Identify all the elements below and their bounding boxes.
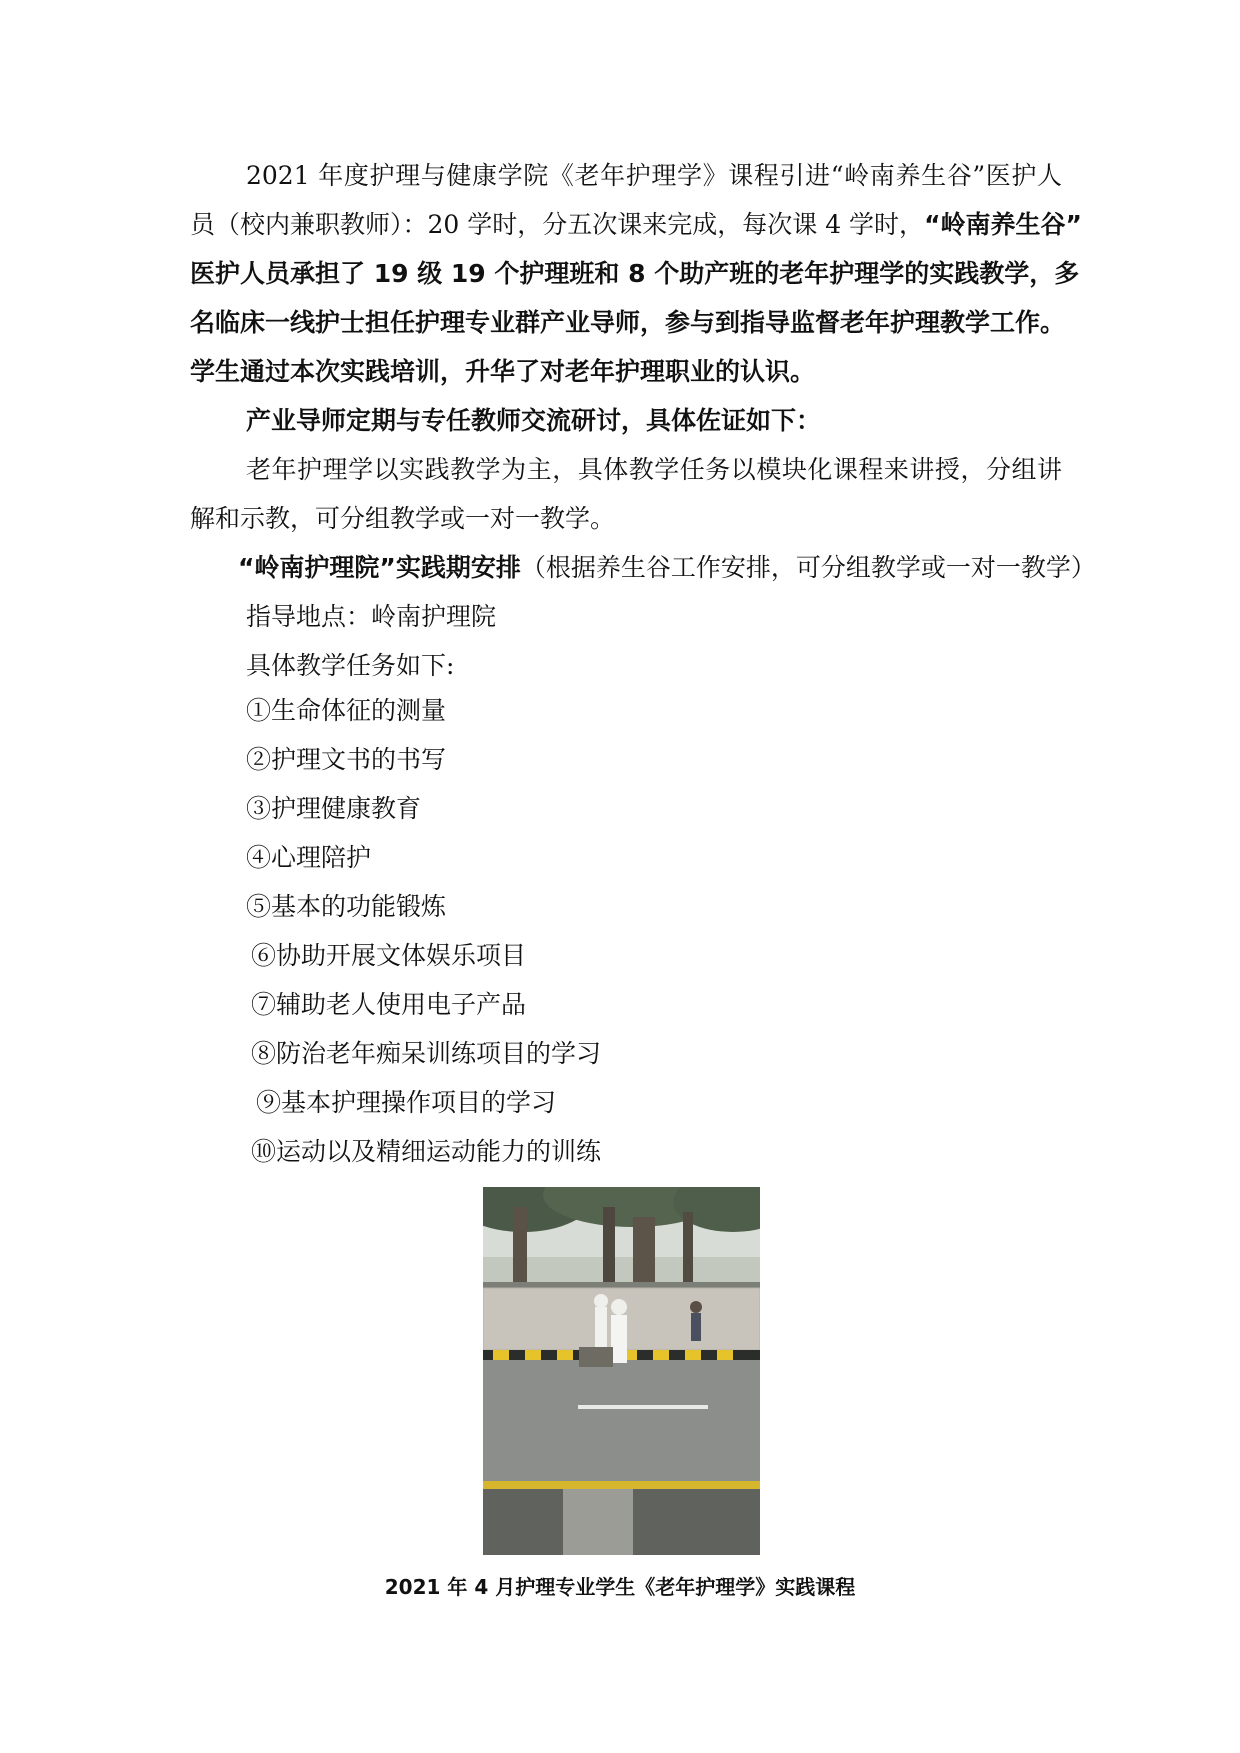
- task-item: ②护理文书的书写: [246, 745, 447, 774]
- paragraph-1-line-3: 医护人员承担了 19 级 19 个护理班和 8 个助产班的老年护理学的实践教学，多: [190, 259, 1080, 288]
- task-item: ⑤基本的功能锻炼: [246, 892, 447, 921]
- task-item: ⑩运动以及精细运动能力的训练: [251, 1137, 602, 1166]
- task-item: ⑦辅助老人使用电子产品: [251, 990, 527, 1019]
- task-item: ①生命体征的测量: [246, 696, 447, 725]
- paragraph-1-line-2: [190, 200, 1082, 249]
- paragraph-1-line-5: 学生通过本次实践培训，升华了对老年护理职业的认识。: [190, 357, 816, 386]
- paragraph-1-line-2-bold: “岭南养生谷”: [924, 210, 1082, 239]
- schedule-title: “岭南护理院”实践期安排: [238, 553, 521, 582]
- section-heading: 产业导师定期与专任教师交流研讨，具体佐证如下：: [246, 406, 822, 435]
- task-item: ⑧防治老年痴呆训练项目的学习: [251, 1039, 602, 1068]
- task-item: ④心理陪护: [246, 843, 372, 872]
- photo-caption: 2021 年 4 月护理专业学生《老年护理学》实践课程: [384, 1575, 856, 1599]
- task-item: ⑨基本护理操作项目的学习: [256, 1088, 557, 1117]
- paragraph-1-line-4: 名临床一线护士担任护理专业群产业导师，参与到指导监督老年护理教学工作。: [190, 308, 1066, 337]
- paragraph-1-line-2-text: 员（校内兼职教师）：20 学时，分五次课来完成，每次课 4 学时，: [190, 210, 925, 239]
- schedule-line: [238, 543, 1096, 592]
- paragraph-3-line-2: 解和示教，可分组教学或一对一教学。: [190, 504, 616, 533]
- guidance-location: 指导地点：岭南护理院: [246, 602, 497, 631]
- schedule-note: （根据养生谷工作安排，可分组教学或一对一教学）: [520, 553, 1096, 582]
- practice-photo: [483, 1187, 760, 1555]
- task-item: ⑥协助开展文体娱乐项目: [251, 941, 527, 970]
- paragraph-1-line-1: 2021 年度护理与健康学院《老年护理学》课程引进“岭南养生谷”医护人: [246, 161, 1062, 190]
- task-item: ③护理健康教育: [246, 794, 422, 823]
- paragraph-3-line-1: 老年护理学以实践教学为主，具体教学任务以模块化课程来讲授，分组讲: [246, 455, 1062, 484]
- tasks-heading: 具体教学任务如下:: [246, 651, 455, 680]
